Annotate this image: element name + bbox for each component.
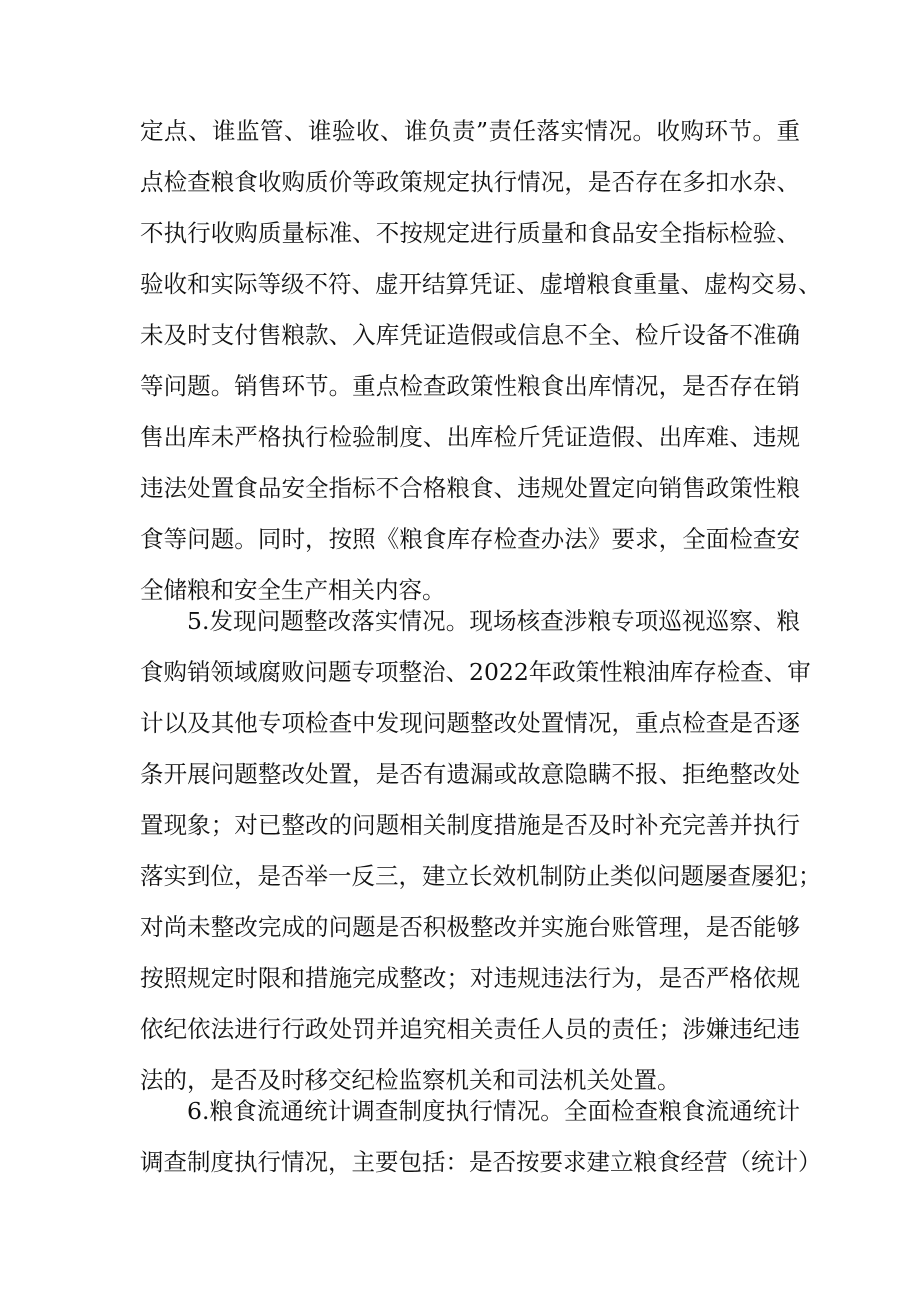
- text-line: 调查制度执行情况，主要包括：是否按要求建立粮食经营（统计）: [140, 1148, 822, 1176]
- text-line: 对尚未整改完成的问题是否积极整改并实施台账管理，是否能够: [140, 913, 800, 941]
- text-line: 6.粮食流通统计调查制度执行情况。全面检查粮食流通统计: [187, 1097, 800, 1125]
- text-line: 计以及其他专项检查中发现问题整改处置情况，重点检查是否逐: [140, 709, 800, 737]
- text-line: 依纪依法进行行政处罚并追究相关责任人员的责任；涉嫌违纪违: [140, 1015, 800, 1043]
- text-line: 全储粮和安全生产相关内容。: [140, 576, 446, 604]
- text-line: 不执行收购质量标准、不按规定进行质量和食品安全指标检验、: [140, 219, 800, 247]
- text-line: 置现象；对已整改的问题相关制度措施是否及时补充完善并执行: [140, 811, 800, 839]
- text-line: 定点、谁监管、谁验收、谁负责”责任落实情况。收购环节。重: [140, 117, 800, 145]
- text-line: 等问题。销售环节。重点检查政策性粮食出库情况，是否存在销: [140, 372, 800, 400]
- text-line: 食购销领域腐败问题专项整治、2022年政策性粮油库存检查、审: [140, 658, 811, 686]
- text-line: 验收和实际等级不符、虚开结算凭证、虚增粮食重量、虚构交易、: [140, 270, 822, 298]
- paragraph-2: [140, 596, 822, 1106]
- text-line: 违法处置食品安全指标不合格粮食、违规处置定向销售政策性粮: [140, 474, 800, 502]
- text-line: 5.发现问题整改落实情况。现场核查涉粮专项巡视巡察、粮: [187, 607, 800, 635]
- paragraph-1: [140, 106, 822, 616]
- text-line: 法的，是否及时移交纪检监察机关和司法机关处置。: [140, 1066, 681, 1094]
- text-line: 未及时支付售粮款、入库凭证造假或信息不全、检斤设备不准确: [140, 321, 800, 349]
- text-line: 售出库未严格执行检验制度、出库检斤凭证造假、出库难、违规: [140, 423, 800, 451]
- text-line: 按照规定时限和措施完成整改；对违规违法行为，是否严格依规: [140, 964, 800, 992]
- text-line: 食等问题。同时，按照《粮食库存检查办法》要求，全面检查安: [140, 525, 800, 553]
- text-line: 条开展问题整改处置，是否有遗漏或故意隐瞒不报、拒绝整改处: [140, 760, 800, 788]
- text-line: 落实到位，是否举一反三，建立长效机制防止类似问题屡查屡犯；: [140, 862, 822, 890]
- paragraph-3: [140, 1086, 822, 1188]
- text-line: 点检查粮食收购质价等政策规定执行情况，是否存在多扣水杂、: [140, 168, 800, 196]
